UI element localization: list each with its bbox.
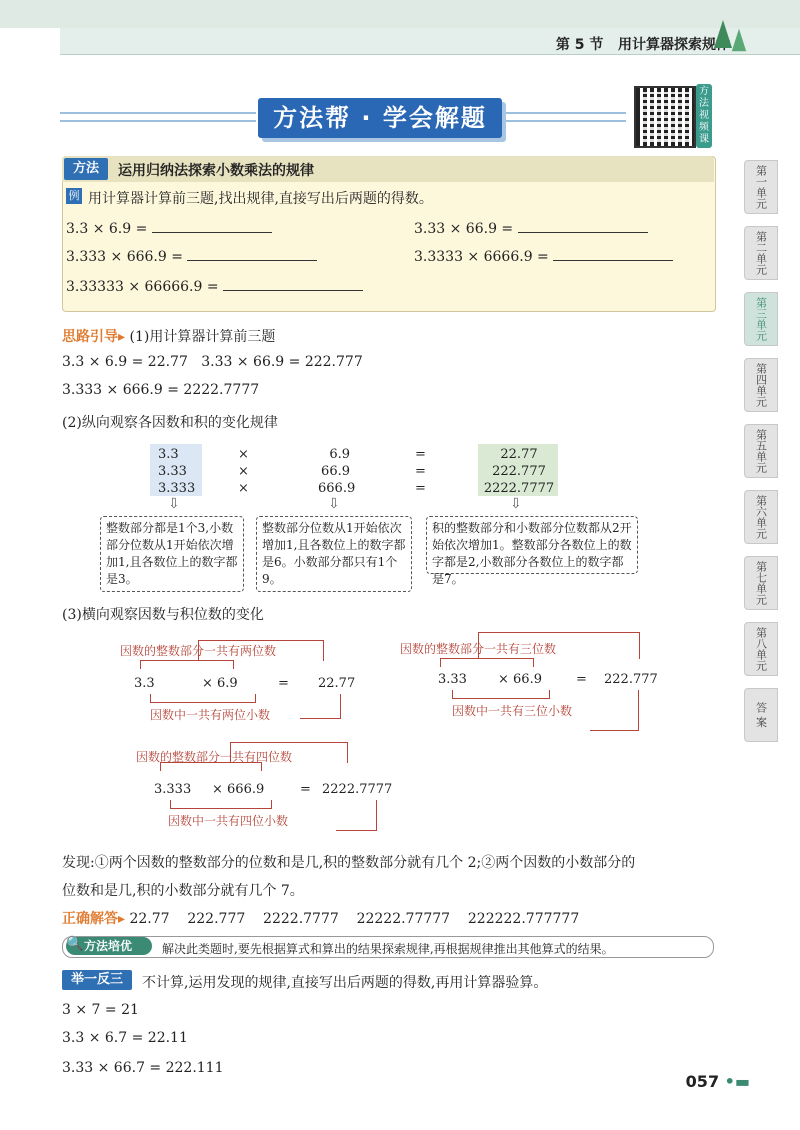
h1-factor-a: 3.3 xyxy=(134,676,155,691)
practice-item: 3.33 × 66.7 = 222.111 xyxy=(62,1060,224,1076)
banner-line xyxy=(60,120,256,122)
times-column: × × × xyxy=(238,447,249,496)
tab-unit-4[interactable]: 第四单元 xyxy=(744,358,778,412)
qr-tag: 方法视频课 xyxy=(696,84,712,148)
section-number: 第 5 节 xyxy=(555,37,604,53)
banner-line xyxy=(60,112,256,114)
bracket-line xyxy=(452,690,550,699)
calc-line: 3.333 × 666.9 = 2222.7777 xyxy=(62,382,260,398)
qr-pattern xyxy=(640,92,690,142)
step3: (3)横向观察因数与积位数的变化 xyxy=(62,607,264,623)
top-band xyxy=(0,0,800,28)
h1-product: 22.77 xyxy=(318,676,356,691)
h3-equals: = xyxy=(300,782,311,797)
tab-unit-7[interactable]: 第七单元 xyxy=(744,556,778,610)
answer-blank[interactable] xyxy=(187,246,317,261)
method-tag: 方法 xyxy=(64,158,108,180)
practice-question: 不计算,运用发现的规律,直接写出后两题的得数,再用计算器验算。 xyxy=(142,975,548,991)
h3-factor-a: 3.333 xyxy=(154,782,192,797)
banner-title: 方法帮 · 学会解题 xyxy=(258,98,502,138)
tips-text: 解决此类题时,要先根据算式和算出的结果探索规律,再根据规律推出其他算式的结果。 xyxy=(162,942,614,956)
tab-unit-2[interactable]: 第二单元 xyxy=(744,226,778,280)
banner-line xyxy=(506,112,626,114)
step1: (1)用计算器计算前三题 xyxy=(129,329,276,345)
answer-text: 22.77 222.777 2222.7777 22222.77777 222222.777777 xyxy=(129,911,580,927)
bracket-line xyxy=(140,660,234,669)
section-title xyxy=(556,34,730,54)
tree-icon xyxy=(714,20,732,48)
practice-label: 举一反三 xyxy=(62,970,132,990)
calc-line: 3.3 × 6.9 = 22.77 3.33 × 66.9 = 222.777 xyxy=(62,354,363,370)
example-item: 3.33 × 66.9 = xyxy=(414,218,648,237)
equals-column: = = = xyxy=(415,447,426,496)
practice-item: 3 × 7 = 21 xyxy=(62,1002,139,1018)
tab-unit-8[interactable]: 第八单元 xyxy=(744,622,778,676)
bracket-line xyxy=(150,694,256,703)
example-tag: 例 xyxy=(66,188,82,204)
page-number: 057 •▬ xyxy=(685,1072,750,1091)
tab-unit-5[interactable]: 第五单元 xyxy=(744,424,778,478)
tips-tag: 方法培优 xyxy=(66,937,152,955)
answer-blank[interactable] xyxy=(152,218,272,233)
bracket-line xyxy=(198,640,324,661)
bracket-line xyxy=(440,658,534,667)
down-arrow-icon: ⇩ xyxy=(328,496,340,512)
h3-product: 2222.7777 xyxy=(322,782,393,797)
h2-product: 222.777 xyxy=(604,672,658,687)
answer-line: 正确解答▸ 22.77 222.777 2222.7777 22222.77777 222222.777777 xyxy=(62,911,580,927)
step2: (2)纵向观察各因数和积的变化规律 xyxy=(62,415,278,431)
example-item: 3.3 × 6.9 = xyxy=(66,218,272,237)
thinking-line: 思路引导▸ (1)用计算器计算前三题 xyxy=(62,329,276,345)
tree-icon xyxy=(732,29,746,51)
h2-equals: = xyxy=(576,672,587,687)
bracket-bottom-label: 因数中一共有四位小数 xyxy=(168,814,289,828)
bracket-line xyxy=(478,632,640,659)
product-column: 22.77 222.777 2222.7777 xyxy=(483,447,555,496)
down-arrow-icon: ⇩ xyxy=(510,496,522,512)
h3-factor-b: × 666.9 xyxy=(212,782,265,797)
method-title: 运用归纳法探索小数乘法的规律 xyxy=(118,163,314,179)
finding-line-1: 发现:①两个因数的整数部分的位数和是几,积的整数部分就有几个 2;②两个因数的小数部分的 xyxy=(62,855,636,871)
bracket-line xyxy=(336,800,377,831)
answer-blank[interactable] xyxy=(223,276,363,291)
answer-label: 正确解答 xyxy=(62,911,118,927)
banner-line xyxy=(506,120,626,122)
observation-note-3: 积的整数部分和小数部分位数都从2开始依次增加1。整数部分各数位上的数字都是2,小数部分各数位上的数字都是7。 xyxy=(426,516,638,574)
observation-note-2: 整数部分位数从1开始依次增加1,且各数位上的数字都是6。小数部分都只有1个9。 xyxy=(256,516,412,592)
section-name: 用计算器探索规律 xyxy=(618,37,730,53)
tab-unit-1[interactable]: 第一单元 xyxy=(744,160,778,214)
h1-equals: = xyxy=(278,676,289,691)
factor-column-1: 3.3 3.33 3.333 xyxy=(158,447,196,496)
finding-line-2: 位数和是几,积的小数部分就有几个 7。 xyxy=(62,883,304,899)
bracket-top-label: 因数的整数部分一共有三位数 xyxy=(400,642,557,656)
example-item: 3.3333 × 6666.9 = xyxy=(414,246,673,265)
bracket-line xyxy=(170,800,272,809)
bracket-line xyxy=(590,690,639,731)
tab-answers[interactable]: 答 案 xyxy=(744,688,778,742)
bracket-bottom-label: 因数中一共有两位小数 xyxy=(150,708,271,722)
tab-unit-3[interactable]: 第三单元 xyxy=(744,292,778,346)
bracket-bottom-label: 因数中一共有三位小数 xyxy=(452,704,573,718)
factor-column-2: 6.9 66.9 666.9 xyxy=(318,447,356,496)
example-item: 3.33333 × 66666.9 = xyxy=(66,276,363,295)
thinking-label: 思路引导 xyxy=(62,329,118,345)
bracket-top-label: 因数的整数部分一共有两位数 xyxy=(120,644,277,658)
h2-factor-b: × 66.9 xyxy=(498,672,542,687)
bracket-top-label: 因数的整数部分一共有四位数 xyxy=(136,750,293,764)
answer-blank[interactable] xyxy=(518,218,648,233)
tab-unit-6[interactable]: 第六单元 xyxy=(744,490,778,544)
magnifier-icon: 🔍 xyxy=(66,936,84,952)
practice-item: 3.3 × 6.7 = 22.11 xyxy=(62,1030,188,1046)
h2-factor-a: 3.33 xyxy=(438,672,467,687)
bracket-line xyxy=(230,742,348,763)
bracket-line xyxy=(160,762,262,771)
down-arrow-icon: ⇩ xyxy=(168,496,180,512)
bracket-line xyxy=(300,694,341,719)
example-item: 3.333 × 666.9 = xyxy=(66,246,317,265)
answer-blank[interactable] xyxy=(553,246,673,261)
observation-note-1: 整数部分都是1个3,小数部分位数从1开始依次增加1,且各数位上的数字都是3。 xyxy=(100,516,244,592)
example-question: 用计算器计算前三题,找出规律,直接写出后两题的得数。 xyxy=(88,191,433,207)
h1-factor-b: × 6.9 xyxy=(202,676,238,691)
